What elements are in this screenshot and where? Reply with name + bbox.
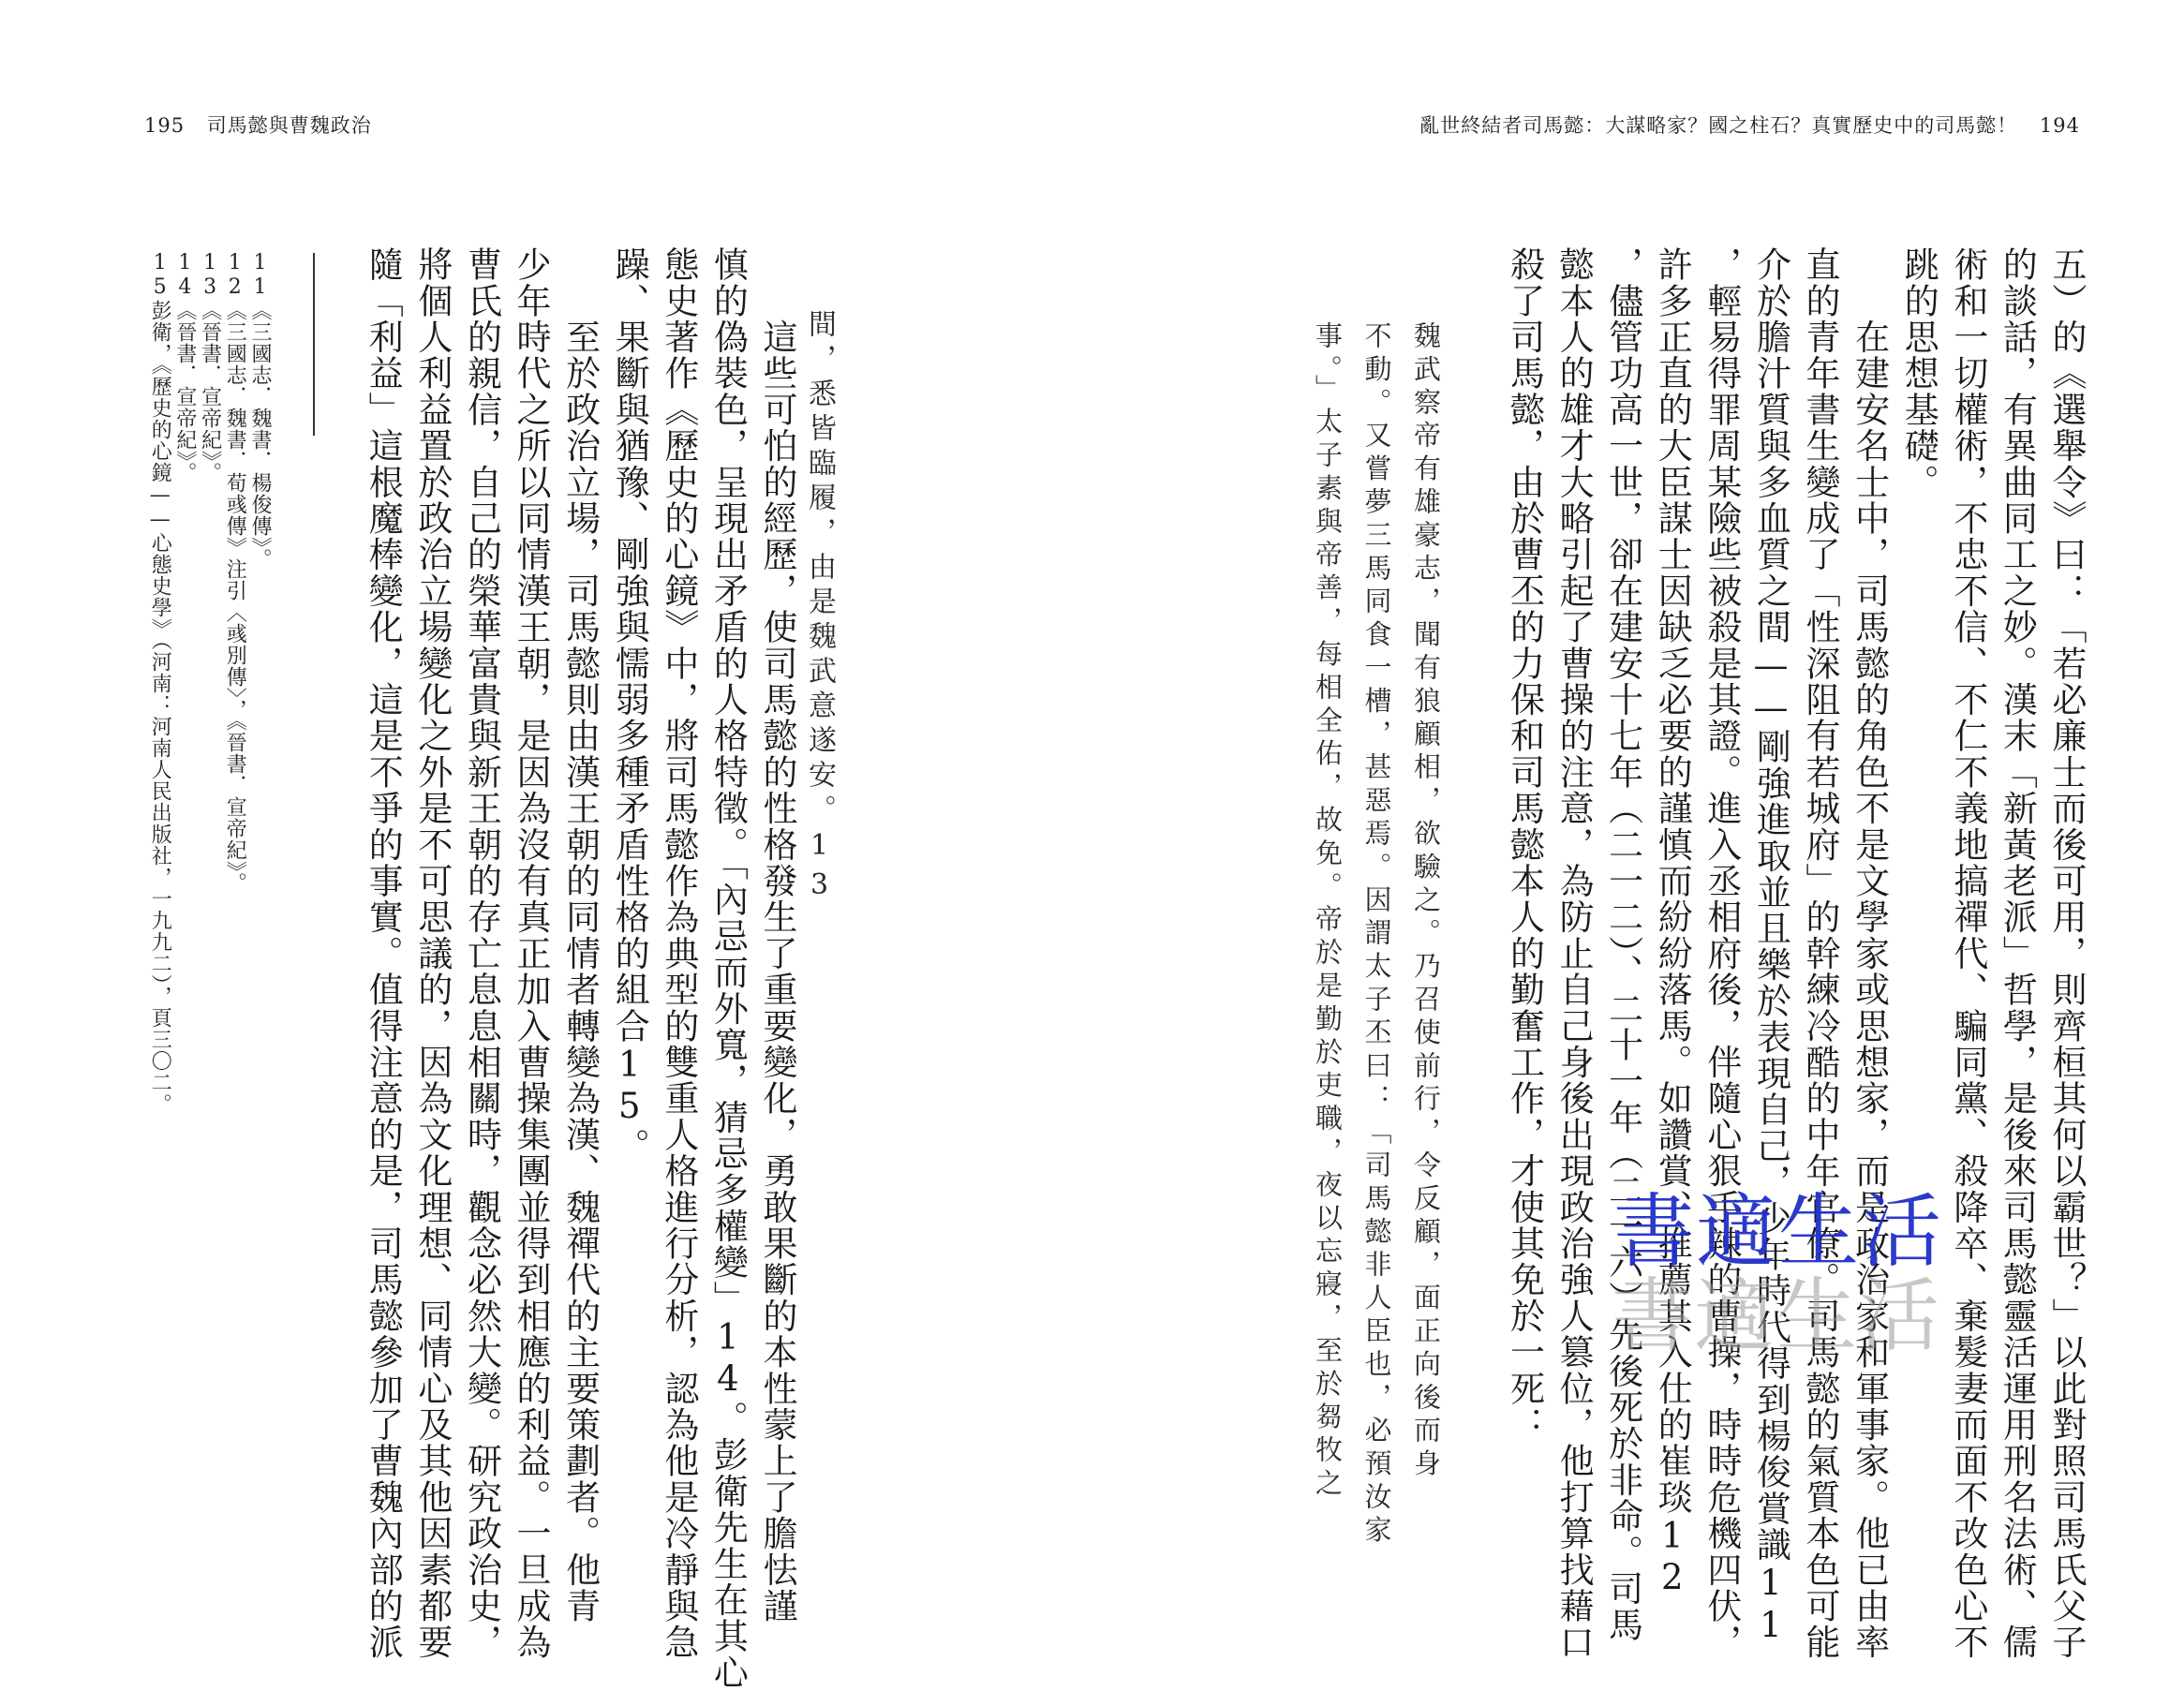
watermark-logo-shadow: 書適生活 xyxy=(1612,1269,1941,1363)
left-page-header xyxy=(129,112,372,139)
block-quote-continued xyxy=(795,309,842,908)
body-line: 跳的思想基礎。 xyxy=(1898,246,1939,500)
block-quote xyxy=(1303,321,1451,1549)
page-number-left: 195 xyxy=(144,114,186,137)
body-line: 的談話，有異曲同工之妙。漢末「新黃老派」哲學，是後來司馬懿靈活運用刑名法術、儒 xyxy=(1997,246,2038,1661)
body-line: 隨「利益」這根魔棒變化，這是不爭的事實。值得注意的是，司馬懿參加了曹魏內部的派 xyxy=(363,246,404,1661)
quote-line: 間，悉皆臨履，由是魏武意遂安。13 xyxy=(803,309,836,908)
watermark-logo: 書適生活 xyxy=(1613,1185,1943,1279)
quote-line: 魏武察帝有雄豪志，聞有狼顧相，欲驗之。乃召使前行，令反顧，面正向後而身 xyxy=(1410,321,1442,1482)
body-line: 許多正直的大臣謀士因缺乏必要的謹慎而紛紛落馬。如讚賞、推薦其入仕的崔琰12 xyxy=(1652,246,1693,1599)
quote-line: 不動。又嘗夢三馬同食一槽，甚惡焉。因謂太子丕曰：「司馬懿非人臣也，必預汝家 xyxy=(1360,321,1393,1549)
body-line: ，儘管功高一世，卻在建安十七年（二一二）、二十一年（二一六）先後死於非命。司馬 xyxy=(1602,246,1643,1643)
body-line: 在建安名士中，司馬懿的角色不是文學家或思想家，而是政治家和軍事家。他已由率 xyxy=(1849,246,1890,1661)
footnote-divider xyxy=(313,253,315,436)
body-line: 態史著作《歷史的心鏡》中，將司馬懿作為典型的雙重人格進行分析，認為他是冷靜與急 xyxy=(658,246,699,1661)
body-line: ，輕易得罪周某險些被殺是其證。進入丞相府後，伴隨心狠手辣的曹操，時時危機四伏， xyxy=(1701,246,1742,1661)
body-line: 慎的偽裝色，呈現出矛盾的人格特徵。「內忌而外寬，猜忌多權變」14。彭衛先生在其心 xyxy=(707,246,749,1691)
footnote-15: 15彭衛，《歷史的心鏡——心態史學》（河南：河南人民出版社，一九九二），頁三〇二。 xyxy=(148,251,172,1115)
body-line: 殺了司馬懿，由於曹丕的力保和司馬懿本人的勤奮工作，才使其免於一死： xyxy=(1504,246,1545,1444)
body-line: 介於膽汁質與多血質之間——剛強進取並且樂於表現自己，少年時代得到楊俊賞識11 xyxy=(1750,246,1791,1647)
running-title-left: 司馬懿與曹魏政治 xyxy=(206,114,372,137)
body-line: 躁、果斷與猶豫、剛強與懦弱多種矛盾性格的組合15。 xyxy=(609,246,650,1164)
body-line: 將個人利益置於政治立場變化之外是不可思議的，因為文化理想、同情心及其他因素都要 xyxy=(411,246,453,1661)
body-line: 曹氏的親信，自己的榮華富貴與新王朝的存亡息息相關時，觀念必然大變。研究政治史， xyxy=(461,246,502,1661)
quote-line: 事。」太子素與帝善，每相全佑，故免。帝於是勤於吏職，夜以忘寢，至於芻牧之 xyxy=(1312,321,1344,1502)
body-line: 五）的《選舉令》曰：「若必廉士而後可用，則齊桓其何以霸世？」以此對照司馬氏父子 xyxy=(2046,246,2087,1661)
body-text-left xyxy=(358,246,801,1691)
body-line: 至於政治立場，司馬懿則由漢王朝的同情者轉變為漢、魏禪代的主要策劃者。他青 xyxy=(559,246,601,1624)
page-number-right: 194 xyxy=(2039,114,2080,137)
running-title-right: 亂世終結者司馬懿：大謀略家？國之柱石？真實歷史中的司馬懿！ xyxy=(1419,114,2018,137)
footnote-13: 13《晉書．宣帝紀》。 xyxy=(198,251,222,483)
body-text-right xyxy=(1499,246,2090,1661)
footnote-11: 11《三國志．魏書．楊俊傳》。 xyxy=(248,251,272,570)
footnotes xyxy=(146,251,272,1188)
right-page-header xyxy=(1419,112,2095,139)
body-line: 少年時代之所以同情漢王朝，是因為沒有真正加入曹操集團並得到相應的利益。一旦成為 xyxy=(511,246,552,1661)
right-page xyxy=(1092,0,2184,1661)
footnote-14: 14《晉書．宣帝紀》。 xyxy=(172,251,197,483)
body-line: 術和一切權術，不忠不信、不仁不義地搞禪代、騙同黨、殺降卒、棄髮妻而面不改色心不 xyxy=(1947,246,1988,1661)
footnote-12: 12《三國志．魏書．荀彧傳》注引〈彧別傳〉，《晉書．宣帝紀》。 xyxy=(223,251,247,894)
body-line: 懿本人的雄才大略引起了曹操的注意，為防止自己身後出現政治強人篡位，他打算找藉口 xyxy=(1553,246,1595,1661)
body-line: 這些可怕的經歷，使司馬懿的性格發生了重要變化，勇敢果斷的本性蒙上了膽怯謹 xyxy=(757,246,797,1624)
body-line: 直的青年書生變成了「性深阻有若城府」的幹練冷酷的中年官僚。司馬懿的氣質本色可能 xyxy=(1800,246,1841,1661)
